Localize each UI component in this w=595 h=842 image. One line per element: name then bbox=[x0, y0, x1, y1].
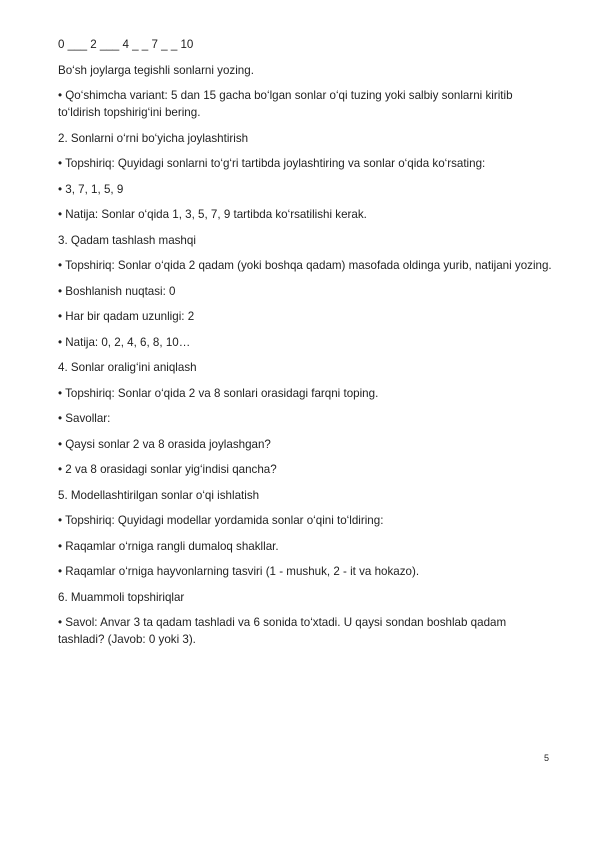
section-heading: 6. Muammoli topshiriqlar bbox=[58, 590, 185, 604]
section-heading: 2. Sonlarni o‘rni bo‘yicha joylashtirish bbox=[58, 131, 249, 145]
bullet-item: • 3, 7, 1, 5, 9 bbox=[58, 182, 124, 196]
bullet-item: • Topshiriq: Sonlar o‘qida 2 qadam (yoki boshqa qadam) masofada oldinga yurib, natijani yozing. bbox=[58, 259, 552, 272]
bullet-item: • Qo‘shimcha variant: 5 dan 15 gacha bo‘lgan sonlar o‘qi tuzing yoki salbiy sonlarni kiritib to‘ldirish topshirig‘ini bering. bbox=[58, 89, 513, 119]
section-heading: 3. Qadam tashlash mashqi bbox=[58, 233, 196, 247]
instruction-text: Bo‘sh joylarga tegishli sonlarni yozing. bbox=[58, 63, 254, 77]
bullet-item: • Topshiriq: Quyidagi modellar yordamida sonlar o‘qini to‘ldiring: bbox=[58, 514, 384, 527]
bullet-item: • Natija: 0, 2, 4, 6, 8, 10… bbox=[58, 335, 191, 349]
section-heading: 5. Modellashtirilgan sonlar o‘qi ishlatish bbox=[58, 488, 260, 502]
page-number: 5 bbox=[544, 753, 550, 763]
number-line-exercise: 0 ___ 2 ___ 4 _ _ 7 _ _ 10 bbox=[58, 38, 194, 51]
bullet-item: • Boshlanish nuqtasi: 0 bbox=[58, 284, 176, 298]
bullet-item: • Qaysi sonlar 2 va 8 orasida joylashgan? bbox=[58, 437, 271, 451]
section-heading: 4. Sonlar oralig‘ini aniqlash bbox=[58, 361, 197, 374]
bullet-item: • Har bir qadam uzunligi: 2 bbox=[58, 310, 195, 323]
bullet-item: • Savol: Anvar 3 ta qadam tashladi va 6 sonida to‘xtadi. U qaysi sondan boshlab qadam tashladi? (Javob: 0 yoki 3). bbox=[58, 616, 507, 646]
bullet-item: • Raqamlar o‘rniga rangli dumaloq shakllar. bbox=[58, 539, 279, 553]
document-page bbox=[58, 36, 552, 657]
bullet-item: • 2 va 8 orasidagi sonlar yig‘indisi qancha? bbox=[58, 463, 277, 476]
bullet-item: • Raqamlar o‘rniga hayvonlarning tasviri (1 - mushuk, 2 - it va hokazo). bbox=[58, 565, 420, 578]
bullet-item: • Savollar: bbox=[58, 412, 111, 425]
bullet-item: • Topshiriq: Quyidagi sonlarni to‘g‘ri tartibda joylashtiring va sonlar o‘qida ko‘rsating: bbox=[58, 157, 486, 170]
bullet-item: • Topshiriq: Sonlar o‘qida 2 va 8 sonlari orasidagi farqni toping. bbox=[58, 386, 379, 400]
bullet-item: • Natija: Sonlar o‘qida 1, 3, 5, 7, 9 tartibda ko‘rsatilishi kerak. bbox=[58, 208, 367, 221]
